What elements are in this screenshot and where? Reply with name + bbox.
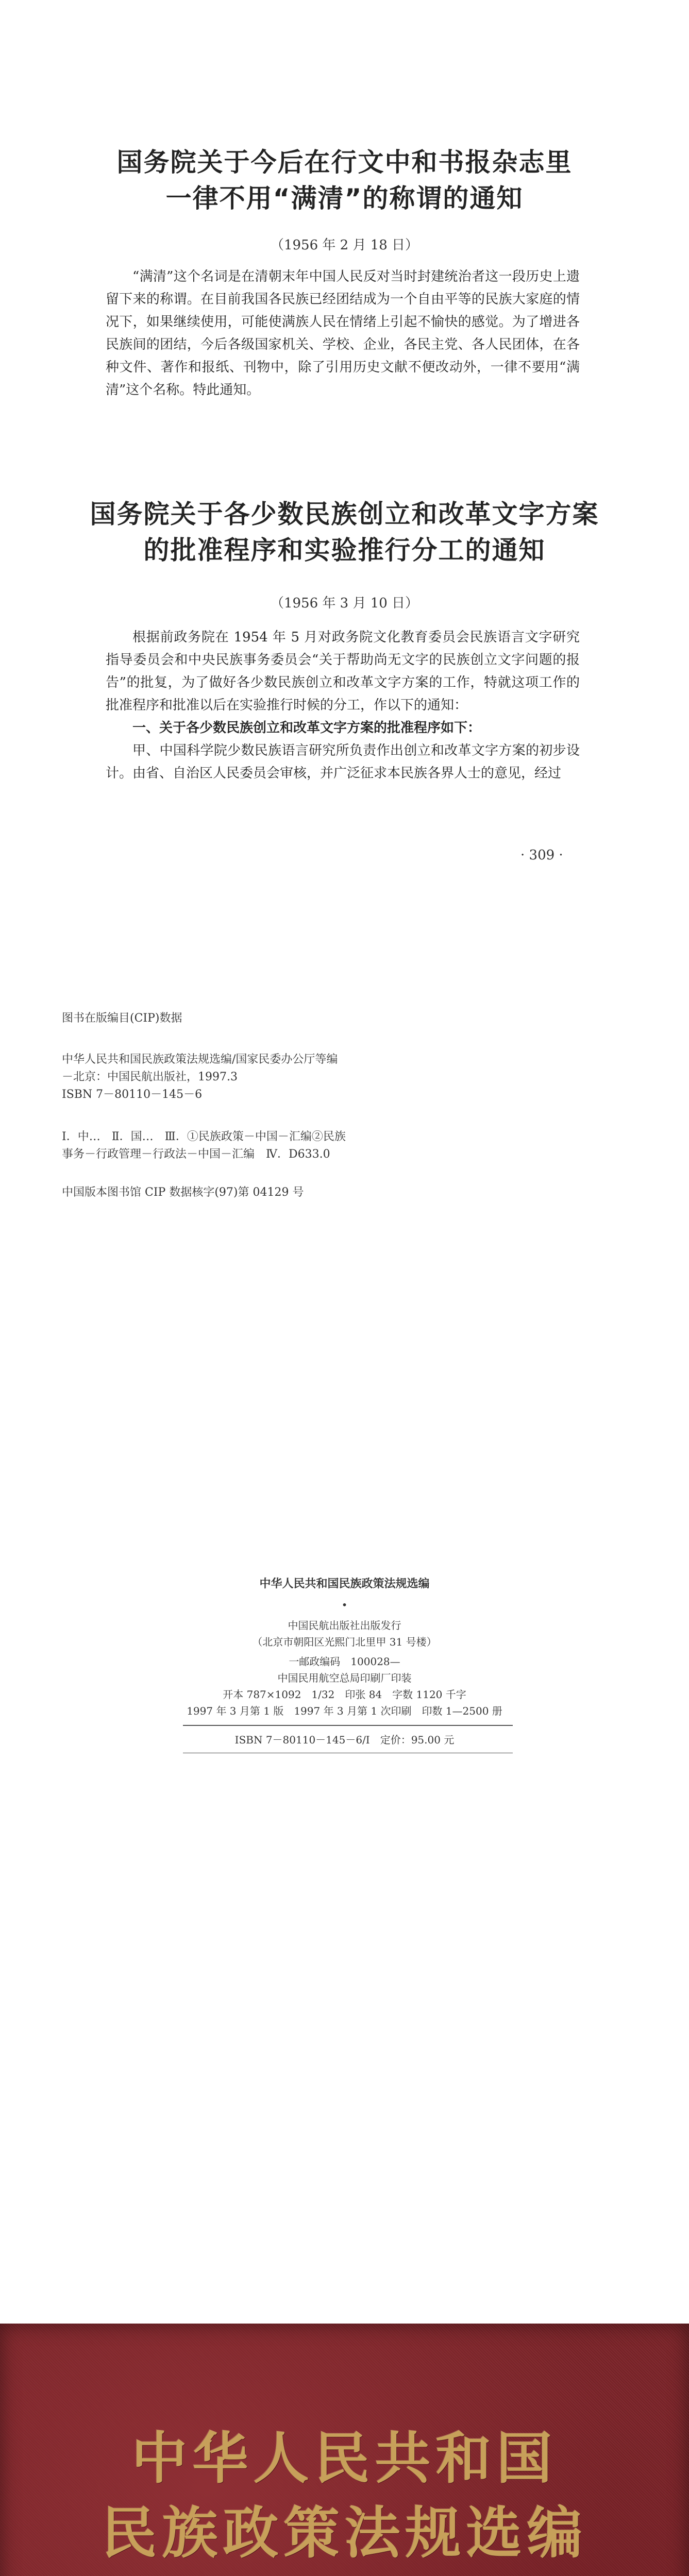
notice1-paragraph: “满清”这个名词是在清朝末年中国人民反对当时封建统治者这一段历史上遗留下来的称谓。在目前我国各民族已经团结成为一个自由平等的民族大家庭的情况下，如果继续使用，可能使满族人民在情绪上引起不愉快的感觉。为了增进各民族间的团结，今后各级国家机关、学校、企业，各民主党、各人民团体，在各种文件、著作和报纸、刊物中，除了引用历史文献不便改动外，一律不要用“满清”这个名称。特此通知。 bbox=[106, 269, 580, 398]
notice1-body bbox=[106, 265, 580, 401]
cip-line: Ⅰ．中… Ⅱ．国… Ⅲ．①民族政策－中国－汇编②民族 bbox=[62, 1130, 346, 1143]
cover-title-line1: 中华人民共和国 bbox=[131, 2427, 558, 2491]
cip-line: ISBN 7－80110－145－6 bbox=[62, 1088, 203, 1101]
notice2-title-line2: 的批准程序和实验推行分工的通知 bbox=[143, 535, 546, 565]
notice2-title-line1: 国务院关于各少数民族创立和改革文字方案 bbox=[90, 499, 599, 529]
notice2-paragraph2: 甲、中国科学院少数民族语言研究所负责作出创立和改革文字方案的初步设计。由省、自治区人民委员会审核，并广泛征求本民族各界人士的意见，经过 bbox=[106, 743, 580, 781]
cip-line: 事务－行政管理－行政法－中国－汇编 Ⅳ．D633.0 bbox=[62, 1148, 330, 1161]
notice2-date: （1956 年 3 月 10 日） bbox=[270, 596, 419, 611]
notice1-date: （1956 年 2 月 18 日） bbox=[270, 238, 419, 253]
notice2-paragraph1: 根据前政务院在 1954 年 5 月对政务院文化教育委员会民族语言文字研究指导委员会和中央民族事务委员会“关于帮助尚无文字的民族创立文字问题的报告”的批复，为了做好各少数民族创立和改革文字方案的工作，特就这项工作的批准程序和批准以后在实验推行时候的分工，作以下的通知： bbox=[106, 630, 580, 713]
book-cover bbox=[0, 2324, 689, 2576]
copyright-isbn-price: ISBN 7－80110－145－6/I 定价：95.00 元 bbox=[234, 1734, 455, 1746]
copyright-postcode: 一邮政编码 100028— bbox=[289, 1655, 400, 1668]
copyright-book-title: 中华人民共和国民族政策法规选编 bbox=[259, 1578, 430, 1590]
copyright-printer: 中国民用航空总局印刷厂印装 bbox=[277, 1672, 412, 1684]
copyright-page bbox=[0, 1546, 689, 2318]
cip-heading: 图书在版编目(CIP)数据 bbox=[62, 1012, 182, 1025]
divider bbox=[183, 1725, 513, 1726]
notice1-title-line2: 一律不用“满清”的称谓的通知 bbox=[165, 183, 524, 213]
copyright-format: 开本 787×1092 1/32 印张 84 字数 1120 千字 bbox=[223, 1688, 466, 1701]
notice2-body bbox=[106, 626, 580, 785]
cip-page bbox=[0, 902, 689, 1546]
cip-record-number: 中国版本图书馆 CIP 数据核字(97)第 04129 号 bbox=[62, 1186, 304, 1199]
cip-line: 中华人民共和国民族政策法规选编/国家民委办公厅等编 bbox=[62, 1053, 338, 1066]
copyright-edition: 1997 年 3 月第 1 版 1997 年 3 月第 1 次印刷 印数 1—2500 册 bbox=[187, 1705, 502, 1717]
notice2-section-heading: 一、关于各少数民族创立和改革文字方案的批准程序如下： bbox=[132, 720, 481, 736]
cip-line: －北京：中国民航出版社，1997.3 bbox=[62, 1071, 238, 1083]
cover-title-line2: 民族政策法规选编 bbox=[101, 2501, 588, 2566]
copyright-bullet: • bbox=[341, 1599, 348, 1611]
page-number: · 309 · bbox=[520, 848, 563, 863]
document-page-309 bbox=[0, 0, 689, 902]
copyright-publisher: 中国民航出版社出版发行 bbox=[288, 1619, 401, 1632]
copyright-address: （北京市朝阳区光熙门北里甲 31 号楼） bbox=[252, 1636, 437, 1648]
notice1-title-line1: 国务院关于今后在行文中和书报杂志里 bbox=[116, 147, 573, 177]
